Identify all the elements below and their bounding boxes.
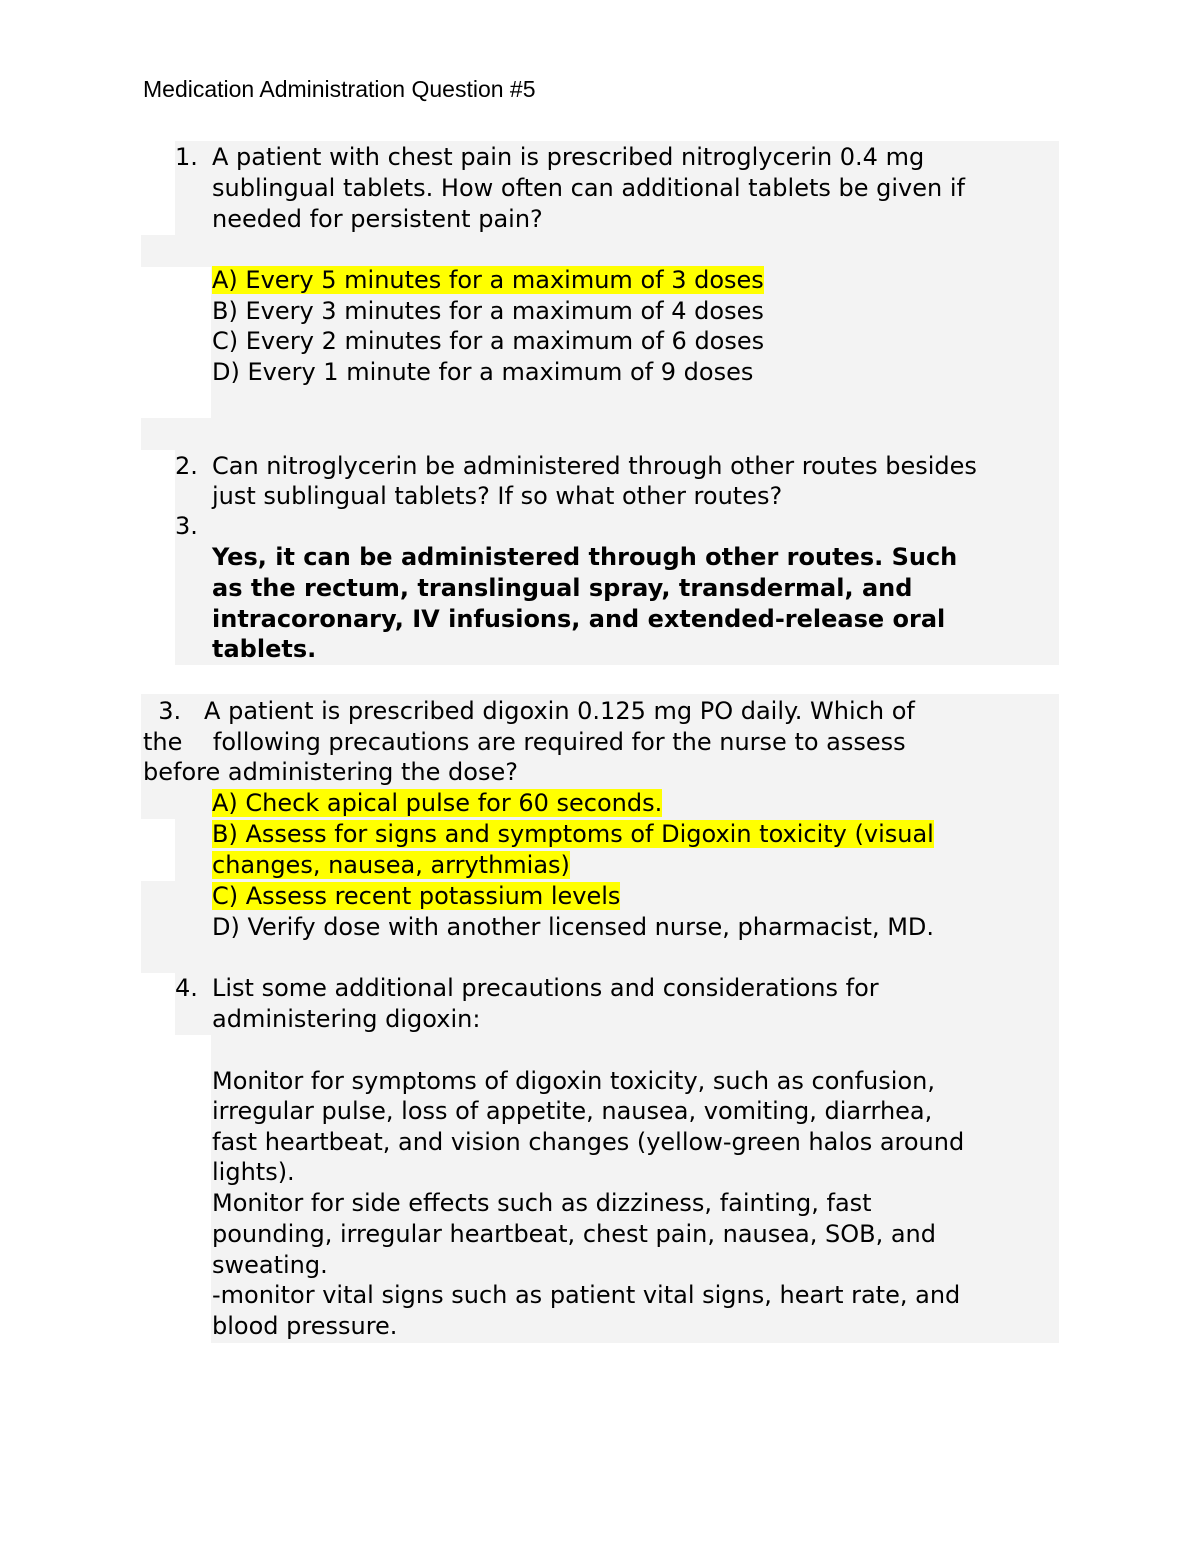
q2-line-2: just sublingual tablets? If so what other routes? [212,482,783,510]
q3-line-2: the following precautions are required for the nurse to assess [143,728,906,756]
q1-option-a [212,265,764,296]
q3-option-b-text: B) Assess for signs and symptoms of Digoxin toxicity (visual [212,820,934,848]
q2-answer-line-3: intracoronary, IV infusions, and extended-release oral [212,605,946,633]
shade-block-4 [141,418,1059,450]
q4-answer-line-2: irregular pulse, loss of appetite, nausea, vomiting, diarrhea, [212,1097,933,1125]
q3-option-d: D) Verify dose with another licensed nurse, pharmacist, MD. [212,913,935,941]
q1-option-b: B) Every 3 minutes for a maximum of 4 doses [212,297,764,325]
q2-line-1: Can nitroglycerin be administered through other routes besides [212,452,977,480]
q1-option-c: C) Every 2 minutes for a maximum of 6 doses [212,327,765,355]
q1-number: 1. [175,143,198,171]
q1-option-a-text: A) Every 5 minutes for a maximum of 3 doses [212,266,764,294]
q4-answer-line-3: fast heartbeat, and vision changes (yellow-green halos around [212,1128,965,1156]
q4-answer-line-1: Monitor for symptoms of digoxin toxicity, such as confusion, [212,1067,935,1095]
q4-answer-line-7: sweating. [212,1251,328,1279]
shade-block-2 [141,235,1059,267]
q3-option-a-text: A) Check apical pulse for 60 seconds. [212,789,663,817]
q2-answer-line-4: tablets. [212,635,317,663]
q3-line-1: 3. A patient is prescribed digoxin 0.125 mg PO daily. Which of [143,697,915,725]
q2-answer-line-2: as the rectum, translingual spray, transdermal, and [212,574,913,602]
q3-option-a [212,788,662,819]
q4-answer-line-5: Monitor for side effects such as dizziness, fainting, fast [212,1189,872,1217]
q1-line-1: A patient with chest pain is prescribed nitroglycerin 0.4 mg [212,143,925,171]
q2-answer-line-1: Yes, it can be administered through other routes. Such [212,543,958,571]
q3-option-c-text: C) Assess recent potassium levels [212,882,621,910]
q4-line-1: List some additional precautions and considerations for [212,974,879,1002]
q4-answer-line-6: pounding, irregular heartbeat, chest pain, nausea, SOB, and [212,1220,936,1248]
q3-option-b-cont [212,850,570,881]
q3-line-3: before administering the dose? [143,758,518,786]
q2-number: 2. [175,452,198,480]
q3-option-b [212,819,934,850]
page-title: Medication Administration Question #5 [143,76,536,102]
q4-answer-line-4: lights). [212,1158,295,1186]
q4-line-2: administering digoxin: [212,1005,481,1033]
q3-option-c [212,881,620,912]
q1-line-2: sublingual tablets. How often can additional tablets be given if [212,174,965,202]
q2-answer-number: 3. [175,512,198,540]
q4-answer-line-9: blood pressure. [212,1312,398,1340]
q1-line-3: needed for persistent pain? [212,205,543,233]
q4-number: 4. [175,974,198,1002]
q4-answer-line-8: -monitor vital signs such as patient vital signs, heart rate, and [212,1281,961,1309]
q1-option-d: D) Every 1 minute for a maximum of 9 doses [212,358,754,386]
q3-option-b-cont-text: changes, nausea, arrythmias) [212,851,570,879]
